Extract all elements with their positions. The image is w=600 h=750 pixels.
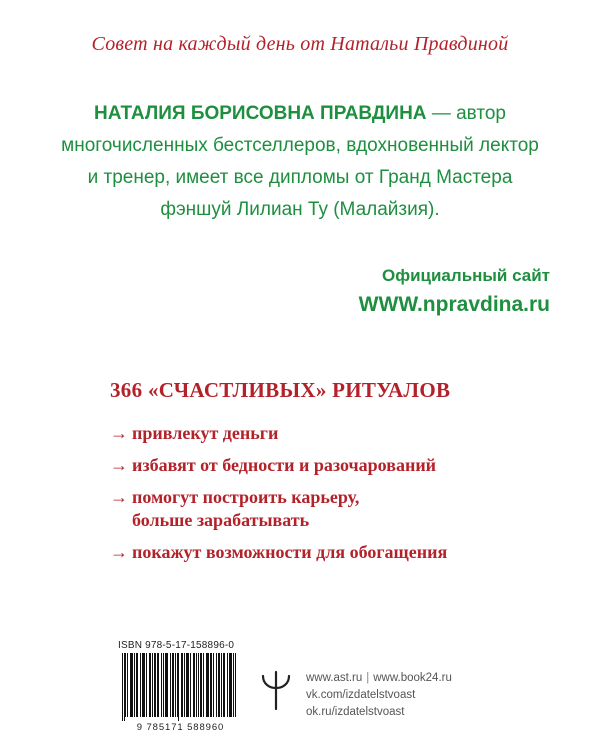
barcode-bar xyxy=(194,653,195,717)
arrow-right-icon: → xyxy=(110,542,128,562)
arrow-right-icon: → xyxy=(110,455,128,475)
barcode-bar xyxy=(177,653,178,717)
barcode-bar xyxy=(165,653,166,717)
barcode-bar xyxy=(157,653,158,717)
barcode-bar xyxy=(193,653,194,717)
barcode-bar xyxy=(132,653,133,717)
barcode-bar xyxy=(223,653,224,717)
psi-logo-icon xyxy=(258,668,294,712)
barcode-bar xyxy=(213,653,214,717)
barcode-bar xyxy=(216,653,217,717)
author-bio xyxy=(60,98,540,226)
barcode-bar xyxy=(198,653,199,717)
barcode-bar xyxy=(218,653,219,717)
barcode-bar xyxy=(200,653,201,717)
barcode-icon xyxy=(120,653,241,723)
barcode-bar xyxy=(207,653,208,717)
barcode-bar xyxy=(144,653,145,717)
barcode-bar xyxy=(230,653,231,717)
isbn-text: ISBN 978-5-17-158896-0 xyxy=(118,640,235,651)
barcode-bar xyxy=(196,653,197,717)
barcode-bar xyxy=(184,653,185,717)
barcode-bar xyxy=(186,653,187,717)
barcode-bar xyxy=(131,653,132,717)
rituals-heading: 366 «СЧАСТЛИВЫХ» РИТУАЛОВ xyxy=(110,378,451,402)
barcode-bar xyxy=(143,653,144,717)
barcode-bar xyxy=(127,653,128,717)
series-title: Совет на каждый день от Натальи Правдиной xyxy=(91,33,509,55)
barcode-bar xyxy=(146,653,147,717)
barcode-bar xyxy=(167,653,168,717)
barcode-bar xyxy=(235,653,236,717)
link-ok[interactable]: ok.ru/izdatelstvoast xyxy=(306,706,405,718)
list-item: → помогут построить карьеру, больше зарабатывать xyxy=(110,487,360,530)
barcode-bar xyxy=(210,653,211,717)
barcode-bar xyxy=(203,653,204,717)
benefits-list xyxy=(110,422,530,573)
barcode-bar xyxy=(219,653,220,717)
official-site xyxy=(220,262,550,320)
barcode-bar xyxy=(142,653,143,717)
barcode-bar xyxy=(181,653,182,717)
list-item: → покажут возможности для обогащения xyxy=(110,542,448,562)
link-book24[interactable]: www.book24.ru xyxy=(373,672,452,684)
barcode-bar xyxy=(161,653,162,717)
barcode-bar xyxy=(175,653,176,717)
author-name: НАТАЛИЯ БОРИСОВНА ПРАВДИНА xyxy=(94,103,427,124)
link-ast[interactable]: www.ast.ru xyxy=(306,672,363,684)
barcode-bar xyxy=(229,653,230,717)
barcode-bar xyxy=(221,653,222,717)
barcode-bar xyxy=(188,653,189,717)
barcode-bar xyxy=(231,653,232,717)
barcode-bar xyxy=(224,653,225,717)
site-label: Официальный сайт xyxy=(381,266,550,285)
barcode-bar xyxy=(137,653,138,717)
arrow-right-icon: → xyxy=(110,487,128,507)
barcode-bar xyxy=(201,653,202,717)
barcode-bar xyxy=(125,653,126,717)
barcode-bar xyxy=(163,653,164,717)
separator: | xyxy=(366,672,370,684)
barcode-bar xyxy=(149,653,150,717)
barcode-bar xyxy=(154,653,155,717)
list-item: → привлекут деньги xyxy=(110,423,279,443)
barcode-bar xyxy=(140,653,141,717)
barcode-bar xyxy=(152,653,153,717)
barcode-bar xyxy=(150,653,151,717)
list-item: → избавят от бедности и разочарований xyxy=(110,455,437,475)
barcode-bar xyxy=(208,653,209,717)
barcode-bar xyxy=(190,653,191,717)
barcode-bar xyxy=(187,653,188,717)
barcode-bar xyxy=(172,653,173,717)
arrow-right-icon: → xyxy=(110,423,128,443)
barcode-bar xyxy=(136,653,137,717)
link-vk[interactable]: vk.com/izdatelstvoast xyxy=(306,689,416,701)
barcode-bar xyxy=(182,653,183,717)
author-bio-text: — автор многочисленных бестселлеров, вдохновенный лектор и тренер, имеет все дипломы от Гранд Мастера фэншуй Лилиан Ту (Малайзия). xyxy=(61,103,539,220)
barcode-bar xyxy=(178,653,179,721)
barcode-bar xyxy=(124,653,125,721)
barcode-number: 9 785171 588960 xyxy=(136,722,225,733)
barcode-bar xyxy=(206,653,207,717)
barcode-bar xyxy=(227,653,228,717)
barcode-bar xyxy=(122,653,123,721)
barcode-bar xyxy=(170,653,171,717)
barcode-block xyxy=(118,640,243,738)
barcode-bar xyxy=(130,653,131,717)
barcode-bar xyxy=(134,653,135,717)
barcode-bar xyxy=(155,653,156,717)
barcode-bar xyxy=(211,653,212,717)
barcode-bar xyxy=(166,653,167,717)
barcode-bar xyxy=(173,653,174,717)
barcode-bar xyxy=(233,653,234,717)
barcode-bar xyxy=(158,653,159,717)
site-url[interactable]: WWW.npravdina.ru xyxy=(358,293,550,316)
publisher-links xyxy=(306,670,452,721)
